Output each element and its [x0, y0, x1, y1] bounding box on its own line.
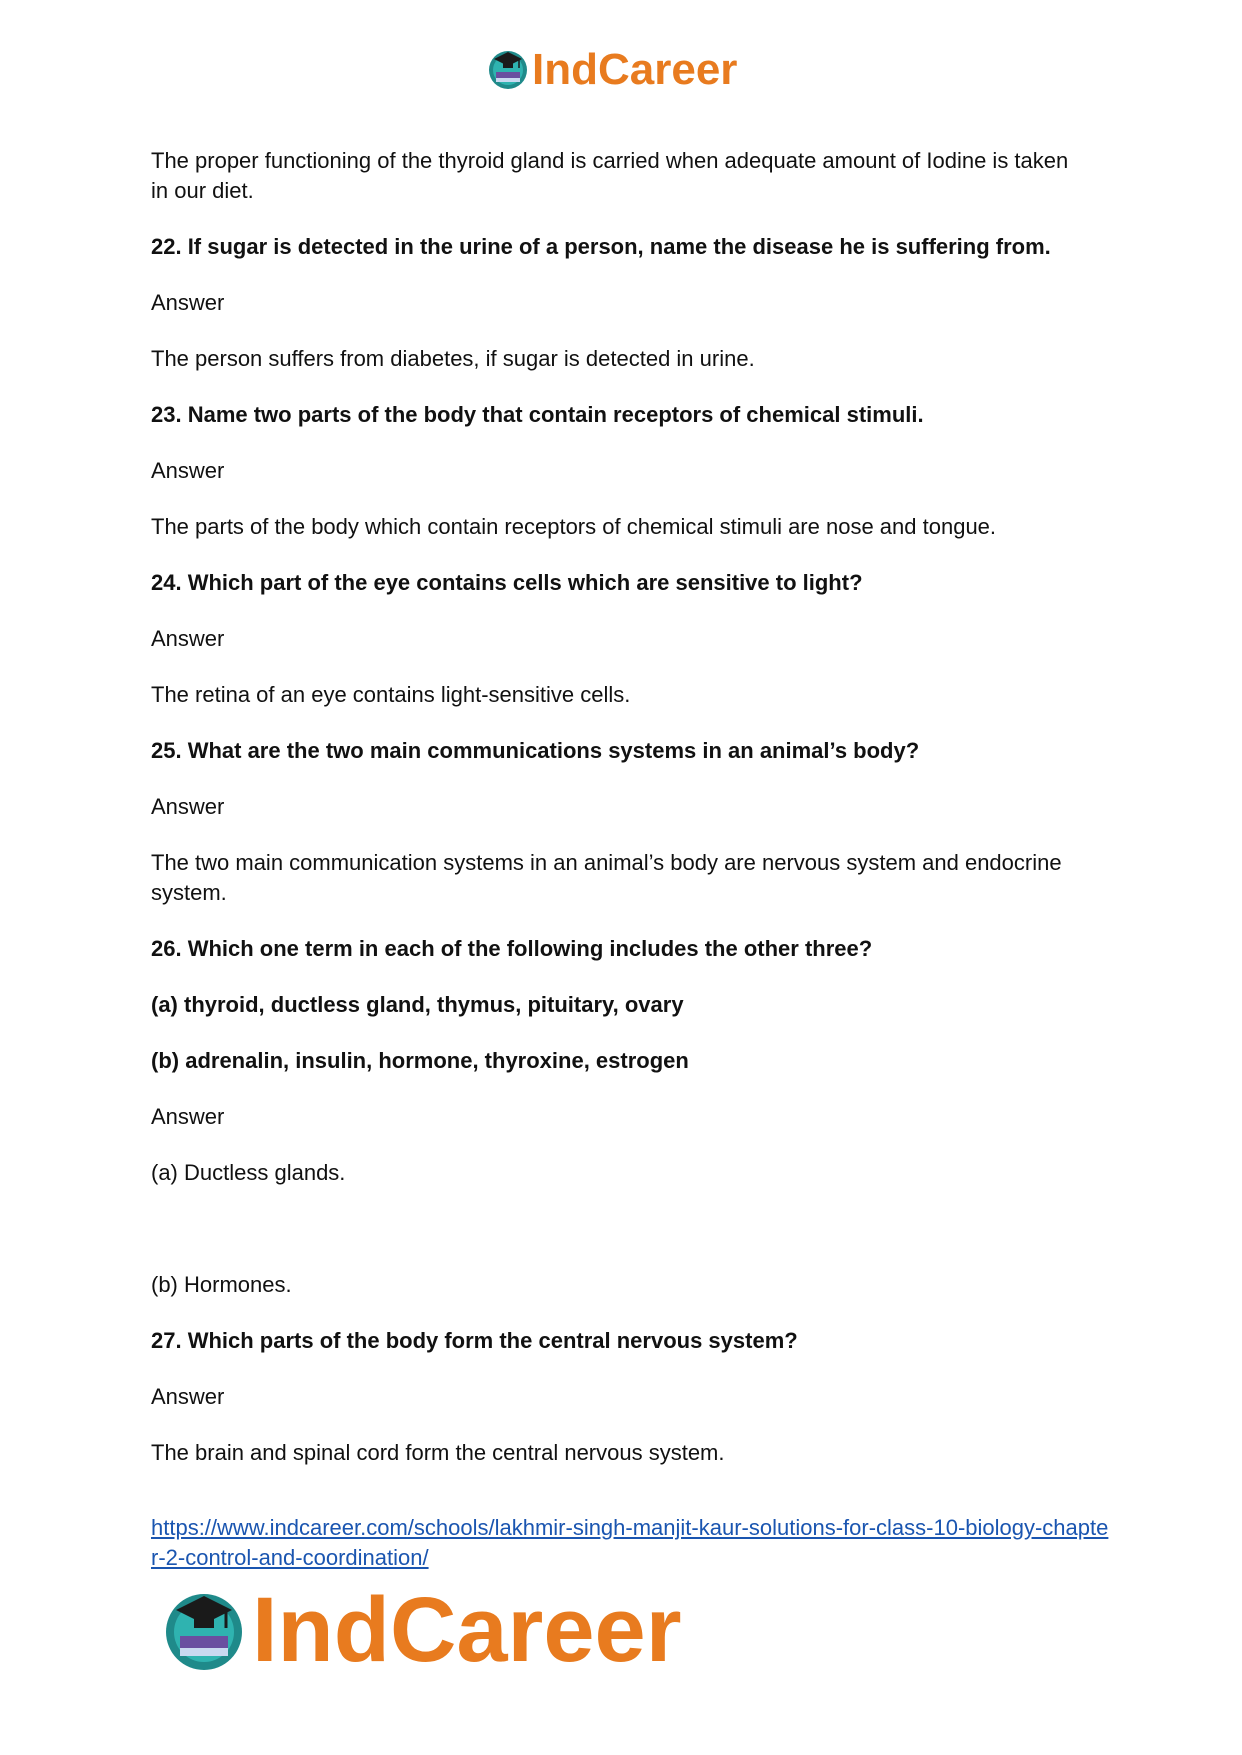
answer-label: Answer: [151, 290, 225, 315]
answer-text: The brain and spinal cord form the central nervous system.: [151, 1440, 725, 1465]
answer-text: The proper functioning of the thyroid gland is carried when adequate amount of Iodine is taken in our diet.: [151, 148, 1069, 203]
answer-label: Answer: [151, 1384, 225, 1409]
answer-text: The person suffers from diabetes, if sugar is detected in urine.: [151, 346, 755, 371]
answer-label: Answer: [151, 626, 225, 651]
book-graduation-cap-icon: [486, 46, 530, 95]
footer-link-block: [151, 1513, 1111, 1573]
logo-text: IndCareer: [532, 45, 738, 94]
answer-label: Answer: [151, 458, 225, 483]
document-content: [151, 146, 1091, 1494]
answer-text: (a) Ductless glands.: [151, 1160, 346, 1185]
question-option: (a) thyroid, ductless gland, thymus, pituitary, ovary: [151, 992, 684, 1017]
answer-text: The retina of an eye contains light-sensitive cells.: [151, 682, 631, 707]
answer-text: The two main communication systems in an animal’s body are nervous system and endocrine system.: [151, 850, 1062, 905]
question-heading: 26. Which one term in each of the following includes the other three?: [151, 936, 873, 961]
question-heading: 23. Name two parts of the body that contain receptors of chemical stimuli.: [151, 402, 924, 427]
question-heading: 27. Which parts of the body form the central nervous system?: [151, 1328, 798, 1353]
answer-label: Answer: [151, 1104, 225, 1129]
question-heading: 25. What are the two main communications systems in an animal’s body?: [151, 738, 920, 763]
header-logo: [486, 40, 737, 100]
footer-logo: [160, 1580, 682, 1680]
question-option: (b) adrenalin, insulin, hormone, thyroxine, estrogen: [151, 1048, 689, 1073]
question-heading: 24. Which part of the eye contains cells which are sensitive to light?: [151, 570, 863, 595]
logo-text: IndCareer: [252, 1578, 682, 1681]
question-heading: 22. If sugar is detected in the urine of a person, name the disease he is suffering from.: [151, 234, 1051, 259]
answer-text: The parts of the body which contain receptors of chemical stimuli are nose and tongue.: [151, 514, 997, 539]
answer-label: Answer: [151, 794, 225, 819]
source-link[interactable]: https://www.indcareer.com/schools/lakhmir-singh-manjit-kaur-solutions-for-class-10-biology-chapter-2-control-and-coordination/: [151, 1515, 1109, 1570]
book-graduation-cap-icon: [160, 1584, 248, 1677]
answer-text: (b) Hormones.: [151, 1272, 292, 1297]
